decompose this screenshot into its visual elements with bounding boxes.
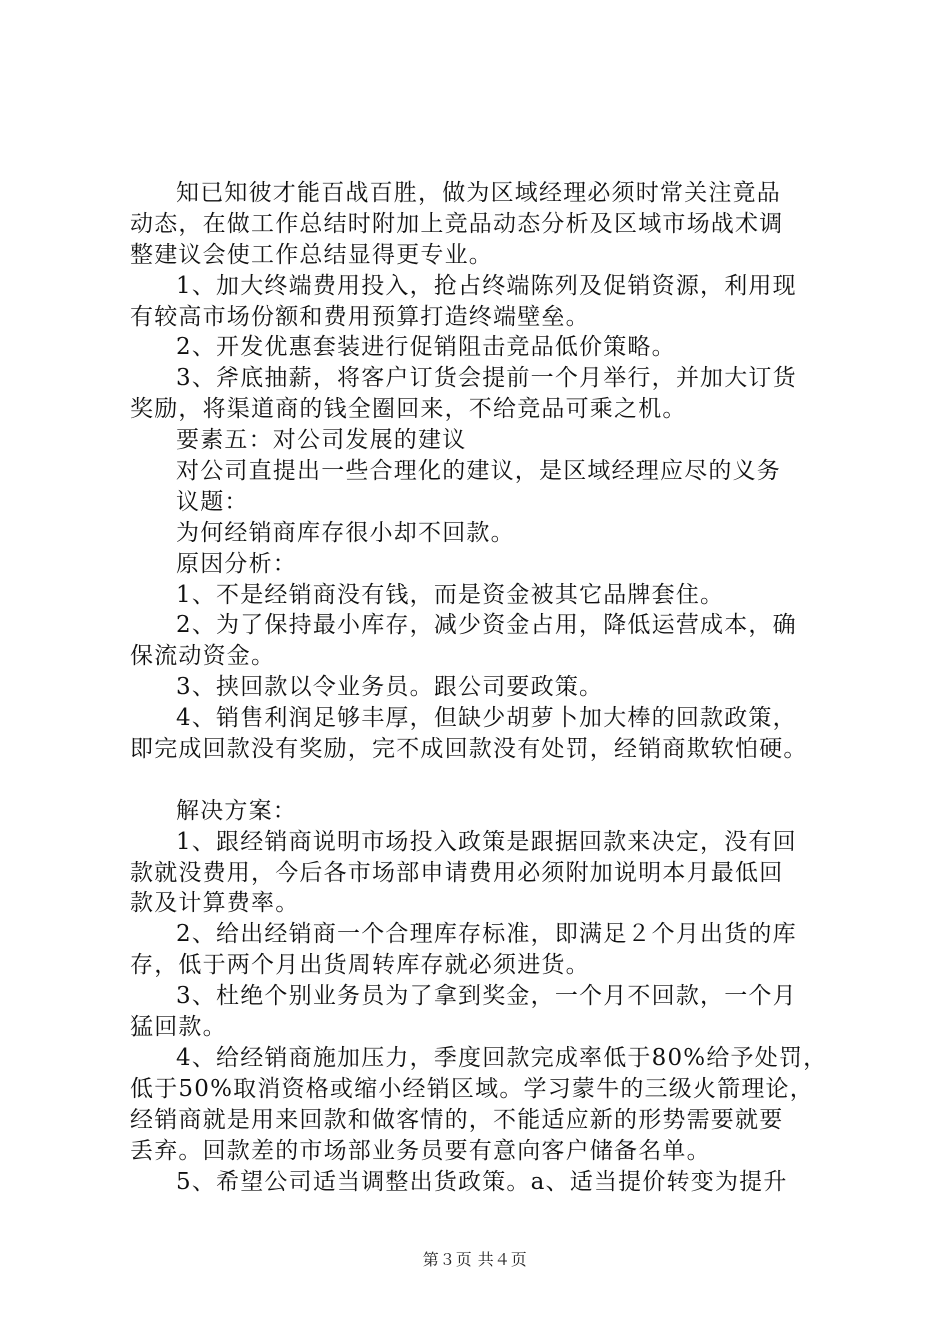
text-line: 为何经销商库存很小却不回款。 bbox=[176, 519, 515, 546]
text-line: 议题： bbox=[176, 488, 249, 515]
text-line: 动态，在做工作总结时附加上竞品动态分析及区域市场战术调 bbox=[130, 210, 784, 237]
text-line: 丢弃。回款差的市场部业务员要有意向客户储备名单。 bbox=[130, 1137, 711, 1164]
document-body bbox=[130, 178, 840, 1197]
text-line: 4、给经销商施加压力，季度回款完成率低于80%给予处罚， bbox=[176, 1044, 828, 1071]
text-line: 低于50%取消资格或缩小经销区域。学习蒙牛的三级火箭理论， bbox=[130, 1075, 814, 1102]
text-line: 3、斧底抽薪，将客户订货会提前一个月举行，并加大订货 bbox=[176, 365, 797, 392]
text-line: 原因分析： bbox=[176, 550, 297, 577]
text-line: 猛回款。 bbox=[130, 1014, 227, 1041]
text-line: 1、加大终端费用投入，抢占终端陈列及促销资源，利用现 bbox=[176, 272, 797, 299]
text-line: 5、希望公司适当调整出货政策。a、适当提价转变为提升 bbox=[176, 1168, 788, 1195]
text-line: 保流动资金。 bbox=[130, 643, 276, 670]
text-line: 款就没费用，今后各市场部申请费用必须附加说明本月最低回 bbox=[130, 859, 784, 886]
text-line: 3、挟回款以令业务员。跟公司要政策。 bbox=[176, 674, 604, 701]
text-line: 要素五：对公司发展的建议 bbox=[176, 427, 467, 454]
text-line: 1、跟经销商说明市场投入政策是跟据回款来决定，没有回 bbox=[176, 828, 797, 855]
text-line: 对公司直提出一些合理化的建议，是区域经理应尽的义务 bbox=[176, 458, 781, 485]
text-line: 解决方案： bbox=[176, 797, 297, 824]
text-line: 1、不是经销商没有钱，而是资金被其它品牌套住。 bbox=[176, 581, 725, 608]
text-line: 款及计算费率。 bbox=[130, 890, 300, 917]
text-line: 2、开发优惠套装进行促销阻击竞品低价策略。 bbox=[176, 334, 676, 361]
text-line: 整建议会使工作总结显得更专业。 bbox=[130, 241, 493, 268]
text-line: 存，低于两个月出货周转库存就必须进货。 bbox=[130, 952, 590, 979]
text-line: 即完成回款没有奖励，完不成回款没有处罚，经销商欺软怕硬。 bbox=[130, 736, 808, 763]
text-line: 知已知彼才能百战百胜，做为区域经理必须时常关注竟品 bbox=[176, 180, 781, 206]
page-footer: 第３页 共４页 bbox=[422, 1250, 528, 1269]
text-line: 4、销售利润足够丰厚，但缺少胡萝卜加大棒的回款政策， bbox=[176, 705, 797, 732]
text-line: 2、给出经销商一个合理库存标准，即满足２个月出货的库 bbox=[176, 921, 797, 948]
text-line: 奖励，将渠道商的钱全圈回来，不给竞品可乘之机。 bbox=[130, 396, 687, 423]
text-line: 2、为了保持最小库存，减少资金占用，降低运营成本，确 bbox=[176, 612, 797, 639]
text-line: 有较高市场份额和费用预算打造终端壁垒。 bbox=[130, 303, 590, 330]
text-line: 经销商就是用来回款和做客情的，不能适应新的形势需要就要 bbox=[130, 1106, 784, 1133]
text-line: 3、杜绝个别业务员为了拿到奖金，一个月不回款，一个月 bbox=[176, 983, 797, 1010]
blank-line bbox=[130, 765, 840, 796]
